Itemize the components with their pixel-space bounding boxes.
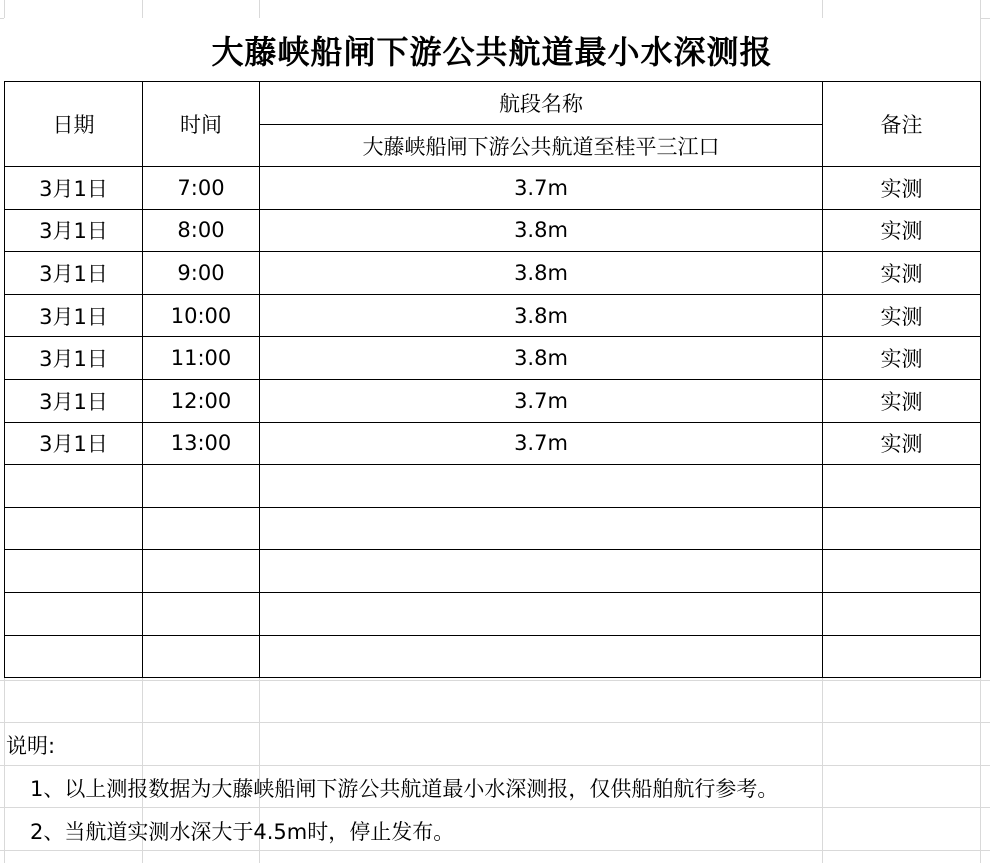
empty-cell[interactable] — [260, 507, 823, 550]
cell-remark[interactable]: 实测 — [823, 167, 981, 210]
grid-row-line — [0, 850, 990, 851]
cell-remark[interactable]: 实测 — [823, 379, 981, 422]
empty-cell[interactable] — [5, 635, 143, 678]
cell-depth[interactable]: 3.8m — [260, 337, 823, 380]
empty-cell[interactable] — [823, 550, 981, 593]
cell-time[interactable]: 10:00 — [143, 294, 260, 337]
empty-row — [5, 635, 981, 678]
cell-date[interactable]: 3月1日 — [5, 379, 143, 422]
grid-row-line — [0, 722, 990, 723]
empty-cell[interactable] — [260, 550, 823, 593]
cell-depth[interactable]: 3.7m — [260, 379, 823, 422]
cell-date[interactable]: 3月1日 — [5, 294, 143, 337]
empty-cell[interactable] — [260, 465, 823, 508]
cell-remark[interactable]: 实测 — [823, 294, 981, 337]
report-table — [4, 81, 981, 678]
cell-time[interactable]: 11:00 — [143, 337, 260, 380]
table-row — [5, 379, 981, 422]
empty-row — [5, 592, 981, 635]
empty-cell[interactable] — [5, 550, 143, 593]
empty-cell[interactable] — [260, 635, 823, 678]
cell-date[interactable]: 3月1日 — [5, 337, 143, 380]
empty-row — [5, 550, 981, 593]
cell-time[interactable]: 12:00 — [143, 379, 260, 422]
empty-cell[interactable] — [5, 507, 143, 550]
cell-date[interactable]: 3月1日 — [5, 422, 143, 465]
header-cell-date[interactable]: 日期 — [5, 82, 143, 167]
grid-row-line — [0, 680, 990, 681]
empty-cell[interactable] — [823, 635, 981, 678]
cell-remark[interactable]: 实测 — [823, 252, 981, 295]
empty-cell[interactable] — [143, 592, 260, 635]
cell-date[interactable]: 3月1日 — [5, 167, 143, 210]
header-row — [5, 82, 981, 125]
cell-time[interactable]: 7:00 — [143, 167, 260, 210]
cell-time[interactable]: 9:00 — [143, 252, 260, 295]
header-cell-remark[interactable]: 备注 — [823, 82, 981, 167]
empty-cell[interactable] — [823, 465, 981, 508]
cell-depth[interactable]: 3.7m — [260, 167, 823, 210]
notes-heading[interactable]: 说明: — [6, 734, 56, 758]
table-row — [5, 209, 981, 252]
cell-time[interactable]: 13:00 — [143, 422, 260, 465]
empty-cell[interactable] — [143, 465, 260, 508]
report-title[interactable]: 大藤峡船闸下游公共航道最小水深测报 — [4, 18, 980, 81]
cell-remark[interactable]: 实测 — [823, 337, 981, 380]
header-cell-segment-name[interactable]: 大藤峡船闸下游公共航道至桂平三江口 — [260, 125, 823, 167]
empty-cell[interactable] — [260, 592, 823, 635]
empty-row — [5, 465, 981, 508]
header-cell-time[interactable]: 时间 — [143, 82, 260, 167]
table-row — [5, 422, 981, 465]
grid-row-line — [0, 765, 990, 766]
cell-date[interactable]: 3月1日 — [5, 252, 143, 295]
cell-depth[interactable]: 3.8m — [260, 209, 823, 252]
empty-row — [5, 507, 981, 550]
cell-depth[interactable]: 3.7m — [260, 422, 823, 465]
empty-cell[interactable] — [823, 507, 981, 550]
empty-cell[interactable] — [5, 465, 143, 508]
cell-remark[interactable]: 实测 — [823, 209, 981, 252]
note-line-1[interactable]: 1、以上测报数据为大藤峡船闸下游公共航道最小水深测报，仅供船舶航行参考。 — [30, 777, 779, 801]
table-row — [5, 167, 981, 210]
table-row — [5, 337, 981, 380]
empty-cell[interactable] — [823, 592, 981, 635]
table-row — [5, 252, 981, 295]
empty-cell[interactable] — [143, 635, 260, 678]
empty-cell[interactable] — [143, 507, 260, 550]
cell-date[interactable]: 3月1日 — [5, 209, 143, 252]
empty-cell[interactable] — [5, 592, 143, 635]
cell-depth[interactable]: 3.8m — [260, 252, 823, 295]
cell-depth[interactable]: 3.8m — [260, 294, 823, 337]
note-line-2[interactable]: 2、当航道实测水深大于4.5m时，停止发布。 — [30, 820, 455, 844]
grid-row-line — [0, 807, 990, 808]
cell-remark[interactable]: 实测 — [823, 422, 981, 465]
table-row — [5, 294, 981, 337]
empty-cell[interactable] — [143, 550, 260, 593]
cell-time[interactable]: 8:00 — [143, 209, 260, 252]
header-cell-segment-label[interactable]: 航段名称 — [260, 82, 823, 125]
